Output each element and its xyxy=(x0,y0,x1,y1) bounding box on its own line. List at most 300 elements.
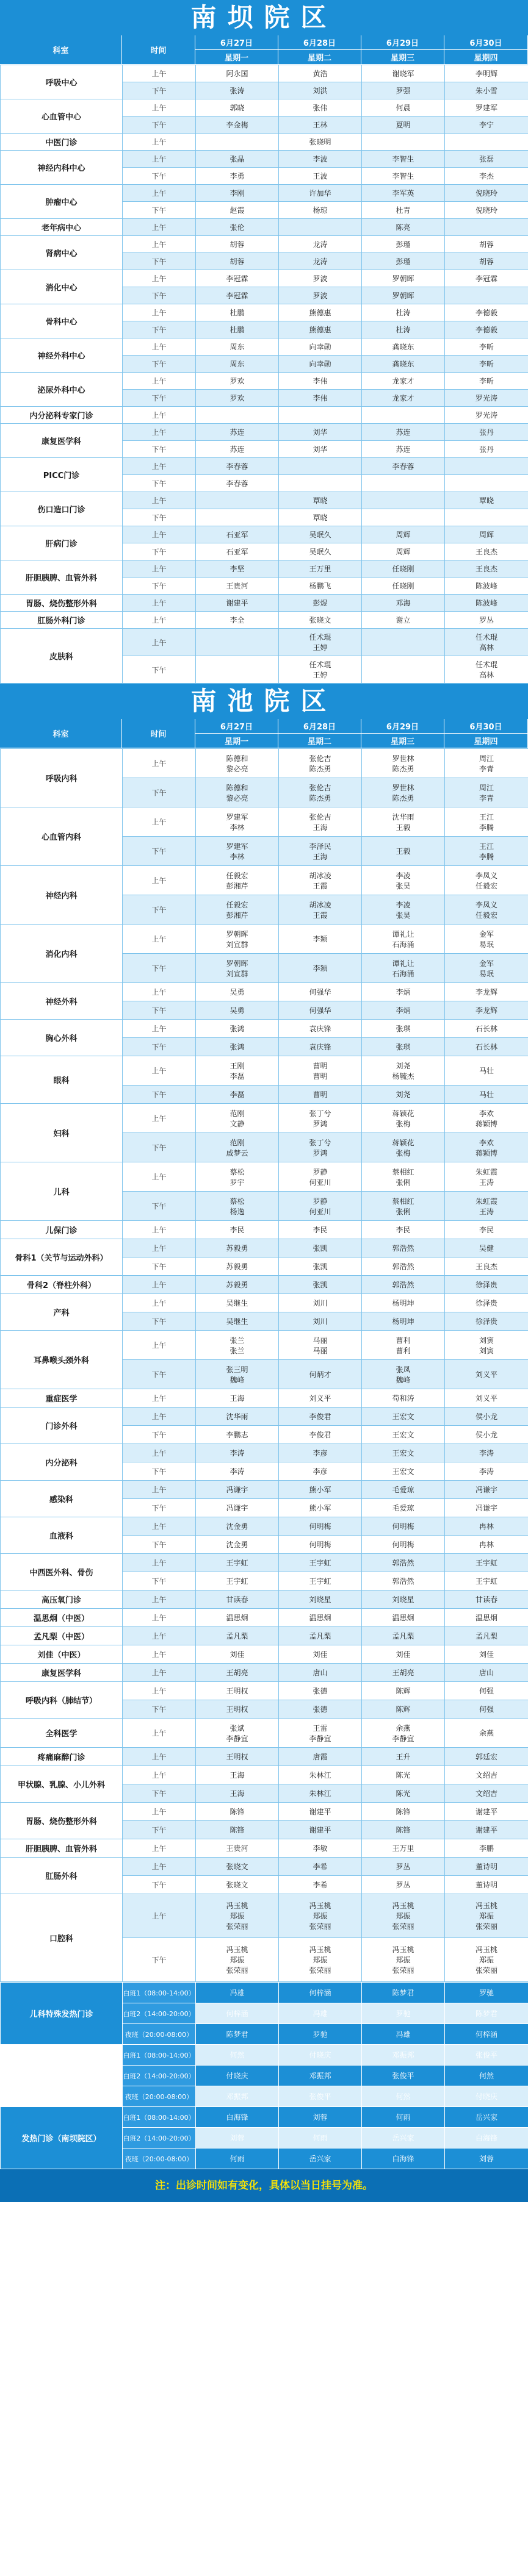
time-slot: 上午 xyxy=(123,1481,196,1499)
table-row xyxy=(1,2107,528,2128)
doctor-cell: 冯玉桃 郑振 张荣丽 xyxy=(196,1938,279,1982)
dept-name: 胃肠、烧伤整形外科 xyxy=(1,1803,123,1839)
time-slot: 上午 xyxy=(123,1664,196,1682)
doctor-cell: 刘佳 xyxy=(445,1645,528,1664)
dept-name: 发热门诊（南池院区） xyxy=(1,2045,123,2107)
doctor-cell: 李凤义 任毅宏 xyxy=(445,866,528,895)
doctor-cell: 刘晓星 xyxy=(362,1590,445,1609)
doctor-cell: 白海锋 xyxy=(196,2107,279,2128)
table-row xyxy=(1,1020,528,1038)
dept-name: 肝胆胰脾、血管外科 xyxy=(1,1839,123,1858)
dept-name: 发热门诊（南坝院区） xyxy=(1,2107,123,2169)
doctor-cell: 李凌 张昊 xyxy=(362,895,445,925)
dept-name: 重症医学 xyxy=(1,1389,123,1408)
doctor-cell: 吴继生 xyxy=(196,1294,279,1312)
doctor-cell: 杨鹏飞 xyxy=(279,578,362,595)
time-slot: 下午 xyxy=(123,1038,196,1056)
doctor-cell: 苏毅勇 xyxy=(196,1239,279,1258)
header-time: 时间 xyxy=(122,35,195,65)
dept-name: 消化中心 xyxy=(1,270,123,304)
doctor-cell: 龙涛 xyxy=(279,236,362,253)
dept-name: 儿保门诊 xyxy=(1,1221,123,1239)
doctor-cell: 王良杰 xyxy=(445,1258,528,1276)
doctor-cell: 罗建军 李林 xyxy=(196,807,279,837)
doctor-cell: 李龙辉 xyxy=(445,1001,528,1020)
doctor-cell xyxy=(362,475,445,492)
doctor-cell: 李波 xyxy=(279,151,362,168)
time-slot: 上午 xyxy=(123,1894,196,1938)
doctor-cell: 王宏文 xyxy=(362,1408,445,1426)
table-row xyxy=(1,1983,528,2003)
dept-name: 肛肠外科 xyxy=(1,1858,123,1894)
time-slot: 上午 xyxy=(123,1104,196,1133)
doctor-cell: 朱虹霞 王涛 xyxy=(445,1192,528,1221)
time-slot: 上午 xyxy=(123,1645,196,1664)
doctor-cell xyxy=(196,134,279,151)
dept-name: 神经外科中心 xyxy=(1,338,123,373)
doctor-cell: 覃晓 xyxy=(445,492,528,509)
doctor-cell: 马丽 马丽 xyxy=(279,1331,362,1360)
doctor-cell: 曹明 曹明 xyxy=(279,1056,362,1086)
time-slot: 上午 xyxy=(123,1294,196,1312)
doctor-cell: 王明权 xyxy=(196,1700,279,1719)
time-slot: 下午 xyxy=(123,1572,196,1590)
doctor-cell: 周东 xyxy=(196,338,279,356)
doctor-cell: 吴勇 xyxy=(196,1001,279,1020)
time-slot: 下午 xyxy=(123,116,196,134)
header-time: 时间 xyxy=(122,719,195,748)
table-row xyxy=(1,1554,528,1572)
doctor-cell: 王贵河 xyxy=(196,578,279,595)
doctor-cell: 温思炯 xyxy=(362,1609,445,1627)
doctor-cell: 王海 xyxy=(196,1766,279,1784)
doctor-cell: 刘蓉 xyxy=(279,2107,362,2128)
time-slot: 上午 xyxy=(123,1719,196,1748)
doctor-cell: 李春蓉 xyxy=(196,475,279,492)
doctor-cell: 李欢 蒋颖博 xyxy=(445,1133,528,1162)
time-slot: 白班2（14:00-20:00） xyxy=(123,2066,196,2086)
doctor-cell: 冯玉桃 郑振 张荣丽 xyxy=(362,1938,445,1982)
doctor-cell: 李伟 xyxy=(279,390,362,407)
time-slot: 上午 xyxy=(123,560,196,578)
time-slot: 夜班（20:00-08:00） xyxy=(123,2148,196,2169)
doctor-cell xyxy=(445,509,528,526)
time-slot: 上午 xyxy=(123,807,196,837)
doctor-cell xyxy=(196,656,279,684)
time-slot: 下午 xyxy=(123,1536,196,1554)
doctor-cell: 张晓文 xyxy=(279,612,362,629)
doctor-cell xyxy=(279,219,362,236)
doctor-cell: 李泽民 王海 xyxy=(279,837,362,866)
doctor-cell: 张斌 李静宜 xyxy=(196,1719,279,1748)
dept-name: 内分泌科专家门诊 xyxy=(1,407,123,424)
doctor-cell: 李春蓉 xyxy=(196,458,279,475)
table-row xyxy=(1,99,528,116)
doctor-cell: 沈华雨 xyxy=(196,1408,279,1426)
header-day-3 xyxy=(361,35,444,65)
doctor-cell: 何强华 xyxy=(279,1001,362,1020)
time-slot: 下午 xyxy=(123,1876,196,1894)
doctor-cell: 苏毅勇 xyxy=(196,1276,279,1294)
doctor-cell: 谢建平 xyxy=(445,1803,528,1821)
doctor-cell: 张兰 张兰 xyxy=(196,1331,279,1360)
doctor-cell xyxy=(362,492,445,509)
doctor-cell: 何晨 xyxy=(362,99,445,116)
doctor-cell: 谢立 xyxy=(362,612,445,629)
doctor-cell: 冯雄 xyxy=(362,2024,445,2045)
doctor-cell: 文绍吉 xyxy=(445,1766,528,1784)
header-weekday: 星期一 xyxy=(195,734,278,748)
doctor-cell: 李明辉 xyxy=(445,65,528,82)
time-slot: 上午 xyxy=(123,270,196,287)
doctor-cell: 何明梅 xyxy=(362,1517,445,1536)
time-slot: 上午 xyxy=(123,236,196,253)
dept-name: 疼痛麻醉门诊 xyxy=(1,1748,123,1766)
doctor-cell: 岳兴家 xyxy=(362,2128,445,2148)
time-slot: 上午 xyxy=(123,1748,196,1766)
doctor-cell: 胡蓉 xyxy=(445,253,528,270)
doctor-cell: 罗波 xyxy=(279,287,362,304)
time-slot: 上午 xyxy=(123,373,196,390)
doctor-cell: 陈锋 xyxy=(362,1821,445,1839)
dept-name: 产科 xyxy=(1,1294,123,1331)
table-row xyxy=(1,629,528,656)
table-row xyxy=(1,749,528,778)
doctor-cell: 朱林江 xyxy=(279,1766,362,1784)
doctor-cell: 罗朝晖 xyxy=(362,270,445,287)
doctor-cell: 李智生 xyxy=(362,151,445,168)
dept-name: 呼吸内科（肺结节） xyxy=(1,1682,123,1719)
doctor-cell: 陈锋 xyxy=(362,1803,445,1821)
doctor-cell: 李涛 xyxy=(445,1444,528,1462)
doctor-cell: 郭廷宏 xyxy=(445,1748,528,1766)
doctor-cell: 谢建平 xyxy=(279,1821,362,1839)
time-slot: 下午 xyxy=(123,1426,196,1444)
header-weekday: 星期一 xyxy=(195,50,278,65)
doctor-cell: 董诗明 xyxy=(445,1858,528,1876)
doctor-cell: 余燕 xyxy=(445,1719,528,1748)
table-row xyxy=(1,1331,528,1360)
doctor-cell: 李昕 xyxy=(445,373,528,390)
doctor-cell: 任术琨 高林 xyxy=(445,656,528,684)
doctor-cell: 冯玉桃 郑振 张荣丽 xyxy=(279,1894,362,1938)
doctor-cell: 罗驰 xyxy=(279,2024,362,2045)
doctor-cell: 冯谦宇 xyxy=(445,1499,528,1517)
doctor-cell: 王海 xyxy=(196,1389,279,1408)
dept-name: 内分泌科 xyxy=(1,1444,123,1481)
doctor-cell: 王宇虹 xyxy=(279,1572,362,1590)
table-row xyxy=(1,1444,528,1462)
doctor-cell: 王宏文 xyxy=(362,1444,445,1462)
header-day-1 xyxy=(195,719,278,748)
doctor-cell: 邓振邦 xyxy=(196,2086,279,2107)
doctor-cell: 李希 xyxy=(279,1876,362,1894)
dept-name: 胃肠、烧伤整形外科 xyxy=(1,595,123,612)
time-slot: 夜班（20:00-08:00） xyxy=(123,2086,196,2107)
time-slot: 下午 xyxy=(123,287,196,304)
table-row xyxy=(1,1162,528,1192)
doctor-cell: 李民 xyxy=(196,1221,279,1239)
doctor-cell: 李炳 xyxy=(362,983,445,1001)
doctor-cell: 赵霞 xyxy=(196,202,279,219)
doctor-cell: 张晓文 xyxy=(196,1858,279,1876)
header-weekday: 星期四 xyxy=(444,50,528,65)
doctor-cell: 李敏 xyxy=(279,1839,362,1858)
doctor-cell: 唐山 xyxy=(445,1664,528,1682)
doctor-cell: 张俊平 xyxy=(445,2045,528,2066)
table-row xyxy=(1,492,528,509)
doctor-cell: 王江 李腾 xyxy=(445,837,528,866)
doctor-cell: 张丁兮 罗鸿 xyxy=(279,1104,362,1133)
dept-name: 儿科 xyxy=(1,1162,123,1221)
doctor-cell: 陈亮 xyxy=(362,219,445,236)
dept-name: 血液科 xyxy=(1,1517,123,1554)
doctor-cell: 何明梅 xyxy=(362,1536,445,1554)
doctor-cell: 石长林 xyxy=(445,1020,528,1038)
doctor-cell: 陈德和 黎必亮 xyxy=(196,778,279,807)
time-slot: 上午 xyxy=(123,424,196,441)
time-slot: 下午 xyxy=(123,837,196,866)
time-slot: 上午 xyxy=(123,1162,196,1192)
table-row xyxy=(1,866,528,895)
doctor-cell: 冯雄 xyxy=(196,1983,279,2003)
doctor-cell: 周江 李青 xyxy=(445,749,528,778)
doctor-cell: 杜鹏 xyxy=(196,304,279,321)
doctor-cell: 夏明 xyxy=(362,116,445,134)
doctor-cell: 朱林江 xyxy=(279,1784,362,1803)
doctor-cell: 王宇虹 xyxy=(196,1572,279,1590)
doctor-cell: 任术琨 王婷 xyxy=(279,656,362,684)
doctor-cell: 杨明坤 xyxy=(362,1312,445,1331)
time-slot: 下午 xyxy=(123,656,196,684)
doctor-cell: 胡蓉 xyxy=(196,236,279,253)
header-dept: 科室 xyxy=(0,719,122,748)
table-row xyxy=(1,1627,528,1645)
doctor-cell: 张德 xyxy=(279,1682,362,1700)
dept-name: 肾病中心 xyxy=(1,236,123,270)
doctor-cell: 杜涛 xyxy=(362,321,445,338)
header-weekday: 星期四 xyxy=(444,734,528,748)
doctor-cell: 罗建军 李林 xyxy=(196,837,279,866)
time-slot: 下午 xyxy=(123,578,196,595)
doctor-cell: 谢建平 xyxy=(445,1821,528,1839)
doctor-cell: 马壮 xyxy=(445,1056,528,1086)
doctor-cell: 龙家才 xyxy=(362,373,445,390)
doctor-cell: 毛爱琼 xyxy=(362,1481,445,1499)
doctor-cell: 刘蓉 xyxy=(445,2148,528,2169)
doctor-cell: 周东 xyxy=(196,356,279,373)
dept-name: 伤口造口门诊 xyxy=(1,492,123,526)
doctor-cell: 郭浩然 xyxy=(362,1239,445,1258)
doctor-cell: 付晓庆 xyxy=(279,2045,362,2066)
doctor-cell: 胡冰凌 王霞 xyxy=(279,895,362,925)
doctor-cell: 谭礼让 石海涌 xyxy=(362,925,445,954)
time-slot: 下午 xyxy=(123,1360,196,1389)
fever-clinic-table xyxy=(0,1982,528,2169)
doctor-cell: 王胡亮 xyxy=(196,1664,279,1682)
table-row xyxy=(1,1221,528,1239)
doctor-cell: 郭晓 xyxy=(196,99,279,116)
doctor-cell: 刘洪 xyxy=(279,82,362,99)
header-day-1 xyxy=(195,35,278,65)
doctor-cell: 马壮 xyxy=(445,1086,528,1104)
doctor-cell: 唐霞 xyxy=(279,1748,362,1766)
doctor-cell: 周辉 xyxy=(445,526,528,543)
doctor-cell: 张俊平 xyxy=(362,2066,445,2086)
doctor-cell: 何梓涵 xyxy=(445,2024,528,2045)
header-date: 6月27日 xyxy=(195,35,278,50)
doctor-cell: 王明权 xyxy=(196,1748,279,1766)
dept-name: 老年病中心 xyxy=(1,219,123,236)
header-date: 6月29日 xyxy=(361,719,444,734)
doctor-cell: 张伦吉 陈杰勇 xyxy=(279,749,362,778)
doctor-cell: 李涛 xyxy=(196,1462,279,1481)
dept-name: 神经外科 xyxy=(1,983,123,1020)
time-slot: 上午 xyxy=(123,1020,196,1038)
time-slot: 下午 xyxy=(123,168,196,185)
doctor-cell: 冯谦宇 xyxy=(196,1499,279,1517)
doctor-cell: 李鹏 xyxy=(445,1839,528,1858)
doctor-cell: 李鹏志 xyxy=(196,1426,279,1444)
header-day-4 xyxy=(444,35,528,65)
table-row xyxy=(1,185,528,202)
doctor-cell: 王毅 xyxy=(362,837,445,866)
dept-name: 妇科 xyxy=(1,1104,123,1162)
time-slot: 上午 xyxy=(123,1408,196,1426)
footer-note: 注：出诊时间如有变化，具体以当日挂号为准。 xyxy=(0,2169,528,2202)
doctor-cell: 熊小军 xyxy=(279,1481,362,1499)
time-slot: 下午 xyxy=(123,1821,196,1839)
doctor-cell: 罗世林 陈杰勇 xyxy=(362,778,445,807)
doctor-cell: 罗欢 xyxy=(196,373,279,390)
doctor-cell: 谢建平 xyxy=(279,1803,362,1821)
doctor-cell: 何强 xyxy=(445,1700,528,1719)
doctor-cell: 刘义平 xyxy=(445,1389,528,1408)
doctor-cell: 吴健 xyxy=(445,1239,528,1258)
doctor-cell: 何雨 xyxy=(279,2128,362,2148)
doctor-cell: 任晓刚 xyxy=(362,578,445,595)
dept-name: 肝胆胰脾、血管外科 xyxy=(1,560,123,595)
time-slot: 上午 xyxy=(123,219,196,236)
doctor-cell: 李昕 xyxy=(445,338,528,356)
doctor-cell: 何然 xyxy=(362,2086,445,2107)
doctor-cell: 陈波峰 xyxy=(445,595,528,612)
time-slot: 下午 xyxy=(123,475,196,492)
doctor-cell: 张凯 xyxy=(279,1258,362,1276)
doctor-cell: 王宏文 xyxy=(362,1426,445,1444)
time-slot: 上午 xyxy=(123,1766,196,1784)
table-row xyxy=(1,1839,528,1858)
doctor-cell: 李军英 xyxy=(362,185,445,202)
doctor-cell: 李杰 xyxy=(445,168,528,185)
doctor-cell: 陈波峰 xyxy=(445,578,528,595)
doctor-cell: 罗强 xyxy=(362,82,445,99)
time-slot: 下午 xyxy=(123,1312,196,1331)
doctor-cell: 毛爱琼 xyxy=(362,1499,445,1517)
doctor-cell: 王宇虹 xyxy=(196,1554,279,1572)
doctor-cell: 任毅宏 彭湘芹 xyxy=(196,866,279,895)
doctor-cell: 张鸿 xyxy=(196,1038,279,1056)
doctor-cell: 王良杰 xyxy=(445,560,528,578)
doctor-cell: 王海 xyxy=(196,1784,279,1803)
doctor-cell: 罗驰 xyxy=(445,1983,528,2003)
time-slot: 上午 xyxy=(123,99,196,116)
doctor-cell: 郭浩然 xyxy=(362,1258,445,1276)
doctor-cell: 李智生 xyxy=(362,168,445,185)
doctor-cell xyxy=(445,458,528,475)
time-slot: 上午 xyxy=(123,1389,196,1408)
doctor-cell: 蔡相红 张俐 xyxy=(362,1162,445,1192)
doctor-cell: 郭浩然 xyxy=(362,1572,445,1590)
doctor-cell: 罗驰 xyxy=(362,2003,445,2024)
table-row xyxy=(1,1408,528,1426)
doctor-cell: 李德毅 xyxy=(445,321,528,338)
doctor-cell: 罗世林 陈杰勇 xyxy=(362,749,445,778)
doctor-cell: 胡蓉 xyxy=(196,253,279,270)
doctor-cell: 李磊 xyxy=(196,1086,279,1104)
table-row xyxy=(1,807,528,837)
doctor-cell: 张伦吉 王海 xyxy=(279,807,362,837)
doctor-cell: 熊小军 xyxy=(279,1499,362,1517)
time-slot: 上午 xyxy=(123,65,196,82)
doctor-cell: 周江 李青 xyxy=(445,778,528,807)
header-date: 6月27日 xyxy=(195,719,278,734)
doctor-cell: 李欢 蒋颖博 xyxy=(445,1104,528,1133)
doctor-cell: 孟凡梨 xyxy=(279,1627,362,1645)
doctor-cell: 冯谦宇 xyxy=(445,1481,528,1499)
doctor-cell: 张凤 魏峰 xyxy=(362,1360,445,1389)
time-slot: 上午 xyxy=(123,983,196,1001)
table-row xyxy=(1,1294,528,1312)
doctor-cell: 陈德和 黎必亮 xyxy=(196,749,279,778)
doctor-cell: 冯雄 xyxy=(279,2003,362,2024)
dept-name: 心血管内科 xyxy=(1,807,123,866)
doctor-cell: 李凌 张昊 xyxy=(362,866,445,895)
doctor-cell: 李昕 xyxy=(445,356,528,373)
doctor-cell: 苏连 xyxy=(362,424,445,441)
doctor-cell: 沈金勇 xyxy=(196,1517,279,1536)
doctor-cell: 黄浩 xyxy=(279,65,362,82)
doctor-cell: 李希 xyxy=(279,1858,362,1876)
header-day-4 xyxy=(444,719,528,748)
doctor-cell: 张伦吉 陈杰勇 xyxy=(279,778,362,807)
time-slot: 上午 xyxy=(123,1609,196,1627)
header-date: 6月28日 xyxy=(278,35,361,50)
doctor-cell: 龙家才 xyxy=(362,390,445,407)
doctor-cell xyxy=(279,458,362,475)
header-date: 6月30日 xyxy=(444,719,528,734)
table-row xyxy=(1,1682,528,1700)
doctor-cell: 覃晓 xyxy=(279,492,362,509)
dept-name: 中医门诊 xyxy=(1,134,123,151)
doctor-cell: 张晶 xyxy=(196,151,279,168)
doctor-cell: 李冠霖 xyxy=(196,270,279,287)
time-slot: 上午 xyxy=(123,338,196,356)
time-slot: 上午 xyxy=(123,1276,196,1294)
doctor-cell: 张德 xyxy=(279,1700,362,1719)
doctor-cell: 石长林 xyxy=(445,1038,528,1056)
doctor-cell: 冯玉桃 郑振 张荣丽 xyxy=(445,1938,528,1982)
dept-name: PICC门诊 xyxy=(1,458,123,492)
dept-name: 心血管中心 xyxy=(1,99,123,134)
doctor-cell: 李勇 xyxy=(196,168,279,185)
doctor-cell: 罗光涛 xyxy=(445,407,528,424)
doctor-cell: 朱小雪 xyxy=(445,82,528,99)
doctor-cell: 李俊君 xyxy=(279,1426,362,1444)
doctor-cell: 郭浩然 xyxy=(362,1554,445,1572)
dept-name: 康复医学科 xyxy=(1,1664,123,1682)
doctor-cell: 石亚军 xyxy=(196,526,279,543)
